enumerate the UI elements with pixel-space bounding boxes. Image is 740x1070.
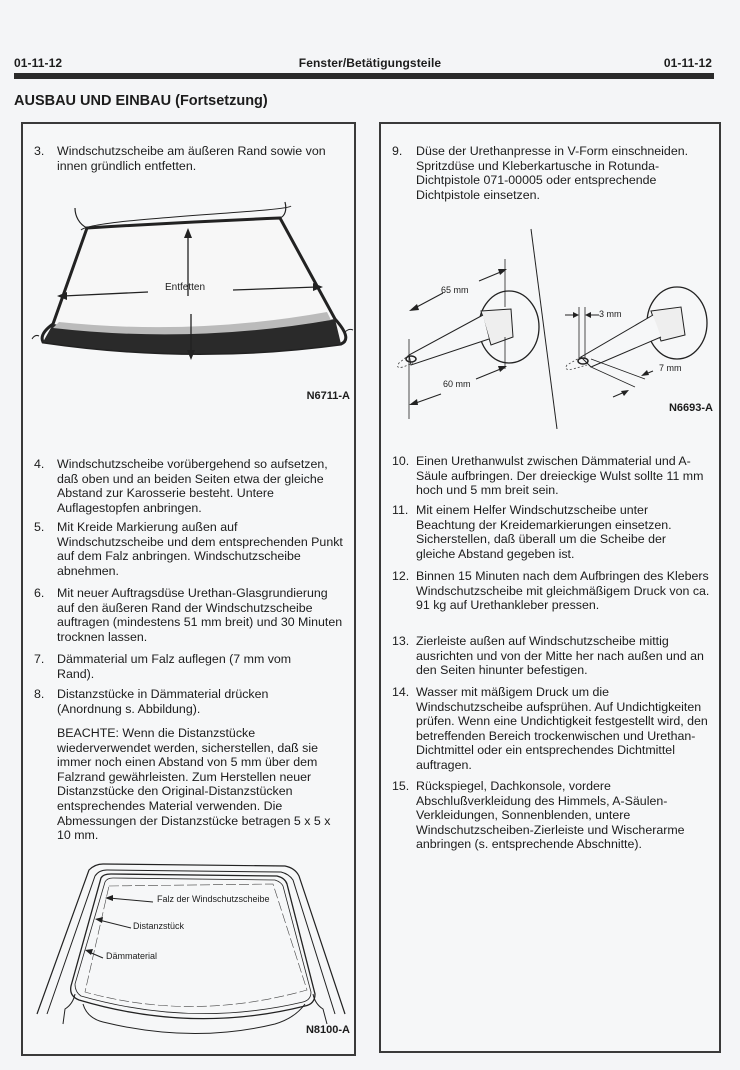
dim-65mm: 65 mm xyxy=(441,285,469,295)
step-6 xyxy=(34,586,344,644)
step-text: Windschutzscheibe am äußeren Rand sowie von innen gründlich entfetten. xyxy=(57,144,326,173)
figure-windshield-frame xyxy=(23,854,358,1054)
header-code-left: 01-11-12 xyxy=(14,56,63,70)
section-title: AUSBAU UND EINBAU (Fortsetzung) xyxy=(14,93,268,109)
step-number: 8. xyxy=(34,687,45,701)
figure-nozzle-cut xyxy=(381,219,721,429)
step-text: Zierleiste außen auf Windschutzscheibe mittig ausrichten und von der Mitte her nach außen und an den Seiten hinunter befestigen. xyxy=(416,634,704,678)
header-title: Fenster/Betätigungsteile xyxy=(298,56,442,70)
step-8 xyxy=(34,687,344,716)
left-instruction-box xyxy=(21,122,356,1056)
step-4 xyxy=(34,457,344,515)
step-14 xyxy=(392,685,714,773)
step-3 xyxy=(34,144,344,173)
step-number: 15. xyxy=(392,779,410,793)
step-number: 13. xyxy=(392,634,410,648)
step-9 xyxy=(392,144,714,202)
figure-code: N6693-A xyxy=(668,402,713,414)
header-code-right: 01-11-12 xyxy=(663,56,712,70)
step-text: Mit einem Helfer Windschutzscheibe unter Beachtung der Kreidemarkierungen einsetzen. Sicherstellen, daß überall um die Scheibe der gleiche Abstand gegeben ist. xyxy=(416,503,672,561)
dim-7mm: 7 mm xyxy=(659,363,682,373)
step-number: 6. xyxy=(34,586,45,600)
step-number: 9. xyxy=(392,144,403,158)
step-number: 3. xyxy=(34,144,45,158)
step-text: Wasser mit mäßigem Druck um die Windschutzscheibe aufsprühen. Auf Undichtigkeiten prüfen. Wenn eine Undichtigkeit festgestellt wird, den betreffenden Bereich trockenwischen und Urethan-Dichtmittel oder ein entsprechendes Dichtmittel auftragen. xyxy=(416,685,708,772)
step-number: 4. xyxy=(34,457,45,471)
step-7 xyxy=(34,652,344,681)
label-daemmaterial: Dämmaterial xyxy=(106,951,158,961)
right-instruction-box xyxy=(379,122,721,1053)
dim-60mm: 60 mm xyxy=(443,379,471,389)
figure-code: N8100-A xyxy=(305,1024,350,1036)
step-11 xyxy=(392,503,714,561)
left-corner-trim xyxy=(75,208,87,228)
step-number: 14. xyxy=(392,685,410,699)
step-number: 5. xyxy=(34,520,45,534)
step-text: Düse der Urethanpresse in V-Form einschneiden. Spritzdüse und Kleberkartusche in Rotunda-Dichtpistole 071-00005 oder entsprechende Dichtpistole einsetzen. xyxy=(416,144,689,202)
step-text: Windschutzscheibe vorübergehend so aufsetzen, daß oben und an beiden Seiten etwa der gleiche Abstand zur Karosserie besteht. Untere Auflagestopfen anbringen. xyxy=(57,457,328,515)
figure-degrease-windshield xyxy=(23,194,358,404)
nozzle-drawing xyxy=(381,219,721,429)
label-falz: Falz der Windschutzscheibe xyxy=(157,894,270,904)
figure-code: N6711-A xyxy=(306,390,350,402)
step-text: Dämmaterial um Falz auflegen (7 mm vom Rand). xyxy=(57,652,292,681)
note-beachte: BEACHTE: Wenn die Distanzstücke wiederverwendet werden, sicherstellen, daß sie immer noch einen Abstand von 5 mm über dem Falzrand gewährleisten. Zum Herstellen neuer Distanzstücke den Original-Distanzstücken entsprechendes Material verwenden. Die Abmessungen der Distanzstücke betragen 5 x 5 x 10 mm. xyxy=(57,726,331,843)
step-number: 7. xyxy=(34,652,45,666)
step-text: Mit neuer Auftragsdüse Urethan-Glasgrundierung auf den äußeren Rand der Windschutzscheibe auftragen (mindestens 51 mm breit) und 30 Minuten trocknen lassen. xyxy=(57,586,343,644)
right-corner-trim xyxy=(280,202,286,218)
header-rule xyxy=(14,73,714,79)
step-number: 12. xyxy=(392,569,410,583)
step-15 xyxy=(392,779,714,852)
step-text: Distanzstücke in Dämmaterial drücken (Anordnung s. Abbildung). xyxy=(57,687,269,716)
label-distanzstueck: Distanzstück xyxy=(133,921,185,931)
step-12 xyxy=(392,569,714,613)
step-text: Mit Kreide Markierung außen auf Windschutzscheibe und dem entsprechenden Punkt auf dem Falz anbringen. Windschutzscheibe abnehmen. xyxy=(57,520,343,578)
step-text: Einen Urethanwulst zwischen Dämmaterial und A-Säule aufbringen. Der dreieckige Wulst sollte 11 mm hoch und 5 mm breit sein. xyxy=(416,454,704,498)
degrease-label: Entfetten xyxy=(165,282,206,293)
windshield-degrease-drawing xyxy=(23,194,358,404)
step-13 xyxy=(392,634,714,678)
step-number: 11. xyxy=(392,503,409,517)
step-number: 10. xyxy=(392,454,410,468)
step-text: Rückspiegel, Dachkonsole, vordere Abschlußverkleidung des Himmels, A-Säulen-Verkleidungen, Sonnenblenden, untere Windschutzscheiben-Zierleiste und Wischerarme anbringen (s. entsprechende Abschnitte). xyxy=(416,779,685,852)
step-5 xyxy=(34,520,344,578)
step-10 xyxy=(392,454,714,498)
dim-3mm: 3 mm xyxy=(599,309,622,319)
step-text: Binnen 15 Minuten nach dem Aufbringen des Klebers Windschutzscheibe mit gleichmäßigem Druck von ca. 91 kg auf Urethankleber pressen. xyxy=(416,569,710,613)
